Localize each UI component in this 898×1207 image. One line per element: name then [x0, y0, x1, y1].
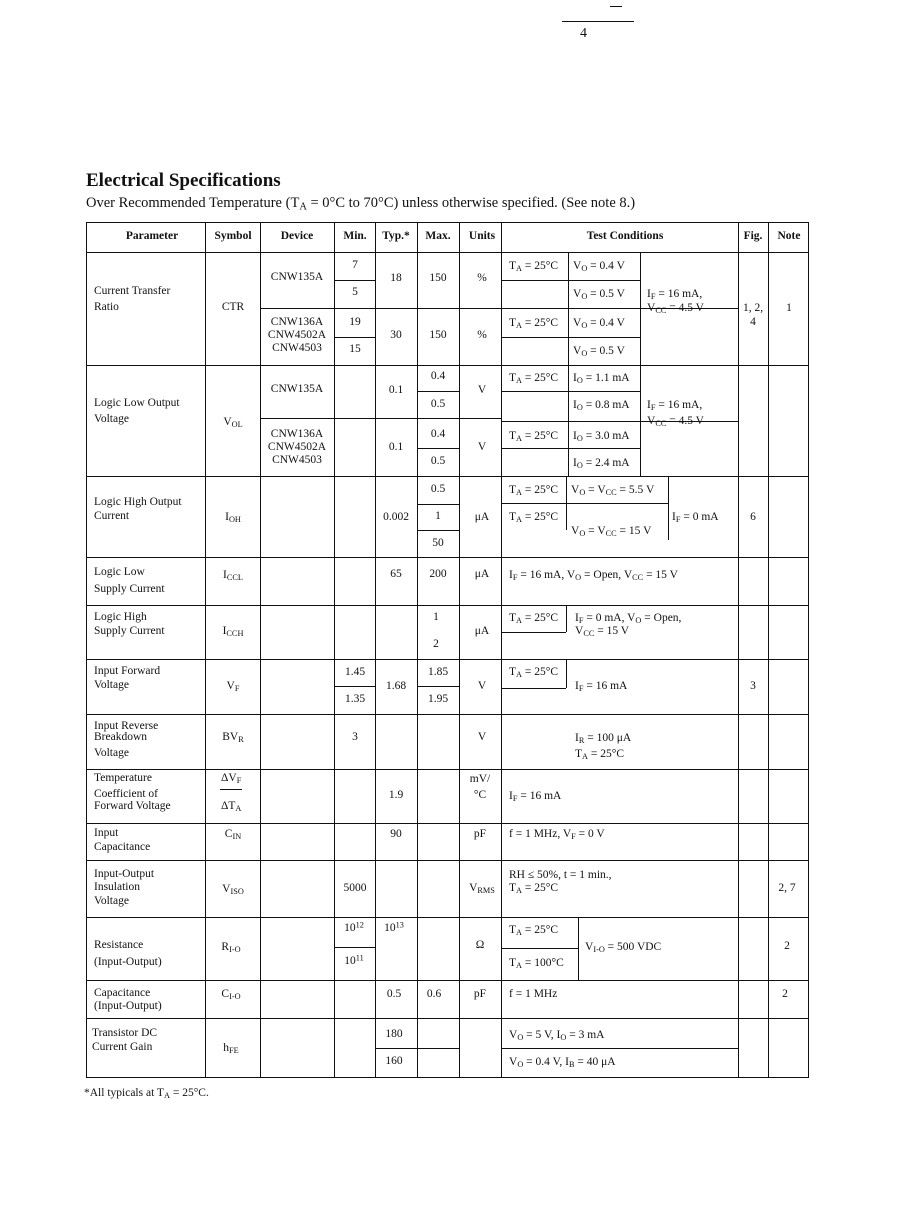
header-max: Max. — [425, 230, 451, 242]
vf-max-2: 1.95 — [427, 693, 449, 705]
ioh-param-1: Logic High Output — [94, 496, 182, 508]
iccl-cond: $I_F = 16$ mA, $V_O$ = Open, $V_{CC} = 15$ V — [509, 569, 678, 583]
cio-max: 0.6 — [426, 988, 442, 1000]
tc-units-2: °C — [473, 789, 487, 801]
ioh-cond-if: $I_F = 0$ mA — [672, 511, 719, 525]
tc-cond-if: $I_F = 16$ mA — [509, 790, 562, 804]
bvr-param-3: Voltage — [94, 747, 129, 759]
cio-units: pF — [473, 988, 487, 1000]
header-test-conditions: Test Conditions — [586, 230, 664, 242]
ctr-note: 1 — [786, 302, 792, 314]
vf-min-2: 1.35 — [344, 693, 366, 705]
rio-cond-ta-1: $T_A = 25^\circ C$ — [509, 924, 559, 938]
vol-cond-io-4: $I_O = 2.4$ mA — [573, 457, 630, 471]
bvr-units: V — [477, 731, 487, 743]
header-note: Note — [777, 230, 801, 242]
hfe-cond-2: $V_O = 0.4$ V, $I_B = 40$ μA — [509, 1056, 616, 1070]
tc-typ: 1.9 — [388, 789, 404, 801]
ioh-units: μA — [474, 511, 490, 523]
tc-param-1: Temperature — [94, 772, 152, 784]
viso-cond-1: RH ≤ 50%, t = 1 min., — [509, 869, 612, 881]
iccl-symbol: $I_{CCL}$ — [223, 569, 243, 583]
ctr-units-b: % — [477, 329, 487, 341]
viso-param-1: Input-Output — [94, 868, 155, 880]
vol-device-a: CNW135A — [270, 383, 324, 395]
vol-cond-ta-1: $T_A = 25^\circ C$ — [509, 372, 559, 386]
cin-typ: 90 — [390, 828, 402, 840]
icch-symbol: $I_{CCH}$ — [222, 625, 244, 639]
ctr-typ-a: 18 — [390, 272, 402, 284]
ctr-cond-vo-4: $V_O = 0.5$ V — [573, 345, 625, 359]
rio-symbol: $R_{I-O}$ — [221, 941, 241, 955]
viso-symbol: $V_{ISO}$ — [222, 883, 244, 897]
vol-max-2: 0.5 — [430, 398, 446, 410]
vol-typ-a: 0.1 — [388, 384, 404, 396]
rio-note: 2 — [784, 940, 790, 952]
cin-param-1: Input — [94, 827, 119, 839]
vol-device-b3: CNW4503 — [272, 454, 322, 466]
ctr-cond-ta-2: $T_A = 25^\circ C$ — [509, 317, 559, 331]
vf-param-1: Input Forward — [94, 665, 161, 677]
vf-param-2: Voltage — [94, 679, 129, 691]
cin-units: pF — [473, 828, 487, 840]
vol-typ-b: 0.1 — [388, 441, 404, 453]
cio-typ: 0.5 — [386, 988, 402, 1000]
header-fig: Fig. — [743, 230, 763, 242]
vol-cond-io-3: $I_O = 3.0$ mA — [573, 430, 630, 444]
ioh-fig: 6 — [750, 511, 756, 523]
cio-param-2: (Input-Output) — [94, 1000, 162, 1012]
tc-fraction-bar — [220, 789, 242, 790]
vol-device-b1: CNW136A — [270, 428, 324, 440]
iccl-param-1: Logic Low — [94, 566, 145, 578]
ioh-cond-ta-1: $T_A = 25^\circ C$ — [509, 484, 559, 498]
icch-cond-1: $I_F = 0$ mA, $V_O$ = Open, — [575, 612, 682, 626]
ctr-min-4: 15 — [349, 343, 361, 355]
rio-min-1: $10^{12}$ — [344, 920, 364, 934]
iccl-param-2: Supply Current — [94, 583, 165, 595]
cin-symbol: $C_{IN}$ — [224, 828, 242, 842]
viso-param-2: Insulation — [94, 881, 140, 893]
ioh-cond-vo-1: $V_O = V_{CC} = 5.5$ V — [571, 484, 655, 498]
vf-symbol: $V_F$ — [226, 680, 240, 694]
bvr-param-2: Breakdown — [94, 731, 148, 743]
ctr-cond-vo-3: $V_O = 0.4$ V — [573, 317, 625, 331]
cio-symbol: $C_{I-O}$ — [221, 988, 241, 1002]
header-device: Device — [280, 230, 314, 242]
hfe-typ-2: 160 — [385, 1055, 403, 1067]
ctr-min-3: 19 — [349, 316, 361, 328]
ioh-symbol: $I_{OH}$ — [225, 511, 241, 525]
header-typ: Typ.* — [382, 230, 410, 242]
viso-cond-ta: $T_A = 25^\circ C$ — [509, 882, 559, 896]
ctr-symbol: CTR — [221, 301, 245, 313]
cin-cond: f = 1 MHz, $V_F = 0$ V — [509, 828, 605, 842]
vol-cond-io-2: $I_O = 0.8$ mA — [573, 399, 630, 413]
cio-param-1: Capacitance — [94, 987, 151, 999]
iccl-max: 200 — [429, 568, 447, 580]
ctr-units-a: % — [477, 272, 487, 284]
ctr-cond-if: $I_F = 16$ mA, — [647, 288, 703, 302]
ctr-device-b2: CNW4502A — [267, 329, 327, 341]
tc-units-1: mV/ — [469, 773, 491, 785]
cio-cond: f = 1 MHz — [509, 988, 558, 1000]
ioh-max-2: 1 — [435, 510, 441, 522]
vol-cond-io-1: $I_O = 1.1$ mA — [573, 372, 630, 386]
ctr-min-1: 7 — [352, 259, 358, 271]
ctr-typ-b: 30 — [390, 329, 402, 341]
viso-min: 5000 — [343, 882, 367, 894]
vf-max-1: 1.85 — [427, 666, 449, 678]
viso-param-3: Voltage — [94, 895, 129, 907]
hfe-typ-1: 180 — [385, 1028, 403, 1040]
vol-device-b2: CNW4502A — [267, 441, 327, 453]
rio-cond-ta-2: $T_A = 100^\circ C$ — [509, 957, 564, 971]
viso-units: $V_{RMS}$ — [469, 882, 495, 896]
ctr-device-b3: CNW4503 — [272, 342, 322, 354]
viso-note: 2, 7 — [778, 882, 796, 894]
ctr-max-b: 150 — [429, 329, 447, 341]
vol-param-1: Logic Low Output — [94, 397, 180, 409]
ctr-min-2: 5 — [352, 286, 358, 298]
tc-symbol-denominator: $\Delta T_A$ — [221, 800, 242, 814]
section-subtitle: Over Recommended Temperature ($T_A = 0^\circ C$ to 70°C) unless otherwise specified. (See note 8.) — [86, 195, 636, 213]
rio-min-2: $10^{11}$ — [344, 953, 364, 967]
vol-units-b: V — [477, 441, 487, 453]
icch-param-1: Logic High — [94, 611, 147, 623]
bvr-min: 3 — [352, 731, 358, 743]
hfe-cond-1: $V_O = 5$ V, $I_O = 3$ mA — [509, 1029, 605, 1043]
ctr-device-b1: CNW136A — [270, 316, 324, 328]
tc-param-3: Forward Voltage — [94, 800, 171, 812]
icch-units: μA — [474, 625, 490, 637]
tc-param-2: Coefficient of — [94, 788, 158, 800]
bvr-symbol: $BV_R$ — [222, 731, 244, 745]
header-symbol: Symbol — [214, 230, 252, 242]
bvr-cond-ir: $I_R = 100$ μA — [575, 732, 632, 746]
vol-cond-if: $I_F = 16$ mA, — [647, 399, 703, 413]
icch-cond-ta: $T_A = 25^\circ C$ — [509, 612, 559, 626]
ctr-cond-vo-2: $V_O = 0.5$ V — [573, 288, 625, 302]
hfe-symbol: $h_{FE}$ — [223, 1042, 239, 1056]
vol-units-a: V — [477, 384, 487, 396]
header-min: Min. — [343, 230, 367, 242]
rio-typ: $10^{13}$ — [384, 920, 404, 934]
page-number: 4 — [580, 26, 587, 41]
ioh-cond-ta-2: $T_A = 25^\circ C$ — [509, 511, 559, 525]
ctr-fig-1: 1, 2, — [742, 302, 764, 314]
icch-cond-2: $V_{CC} = 15$ V — [575, 625, 630, 639]
header-units: Units — [468, 230, 496, 242]
vf-typ: 1.68 — [385, 680, 407, 692]
ctr-max-a: 150 — [429, 272, 447, 284]
rio-units: Ω — [475, 939, 485, 951]
vf-fig: 3 — [750, 680, 756, 692]
vf-cond-ta: $T_A = 25^\circ C$ — [509, 666, 559, 680]
rio-param-2: (Input-Output) — [94, 956, 162, 968]
vf-units: V — [477, 680, 487, 692]
iccl-typ: 65 — [390, 568, 402, 580]
ioh-param-2: Current — [94, 510, 130, 522]
section-title: Electrical Specifications — [86, 170, 281, 191]
bvr-param-1: Input Reverse — [94, 720, 159, 732]
hfe-param-1: Transistor DC — [92, 1027, 158, 1039]
ctr-device-a: CNW135A — [270, 271, 324, 283]
vol-param-2: Voltage — [94, 413, 129, 425]
ctr-param-2: Ratio — [94, 301, 119, 313]
header-parameter: Parameter — [125, 230, 179, 242]
ctr-fig-2: 4 — [750, 316, 756, 328]
ioh-max-3: 50 — [432, 537, 444, 549]
hfe-param-2: Current Gain — [92, 1041, 153, 1053]
ctr-param-1: Current Transfer — [94, 285, 171, 297]
vf-cond-if: $I_F = 16$ mA — [575, 680, 628, 694]
rio-cond-vio: $V_{I-O} = 500$ VDC — [585, 941, 662, 955]
cin-param-2: Capacitance — [94, 841, 151, 853]
tc-symbol-numerator: $\Delta V_F$ — [221, 772, 242, 786]
footnote: *All typicals at $T_A = 25^\circ C$. — [84, 1087, 209, 1101]
ctr-cond-vcc: $V_{CC} = 4.5$ V — [647, 302, 704, 316]
vol-symbol: $V_{OL}$ — [223, 416, 243, 430]
vol-max-1: 0.4 — [430, 370, 446, 382]
ioh-cond-vo-2: $V_O = V_{CC} = 15$ V — [571, 525, 652, 539]
icch-max-2: 2 — [433, 638, 439, 650]
cio-note: 2 — [782, 988, 788, 1000]
ctr-cond-ta-1: $T_A = 25^\circ C$ — [509, 260, 559, 274]
vol-max-4: 0.5 — [430, 455, 446, 467]
bvr-cond-ta: $T_A = 25^\circ C$ — [575, 748, 625, 762]
vol-cond-vcc: $V_{CC} = 4.5$ V — [647, 415, 704, 429]
vf-min-1: 1.45 — [344, 666, 366, 678]
icch-max-1: 1 — [433, 611, 439, 623]
ioh-typ: 0.002 — [383, 511, 409, 523]
vol-max-3: 0.4 — [430, 428, 446, 440]
iccl-units: μA — [474, 568, 490, 580]
icch-param-2: Supply Current — [94, 625, 165, 637]
ioh-max-1: 0.5 — [430, 483, 446, 495]
rio-param-1: Resistance — [94, 939, 144, 951]
vol-cond-ta-2: $T_A = 25^\circ C$ — [509, 430, 559, 444]
ctr-cond-vo-1: $V_O = 0.4$ V — [573, 260, 625, 274]
